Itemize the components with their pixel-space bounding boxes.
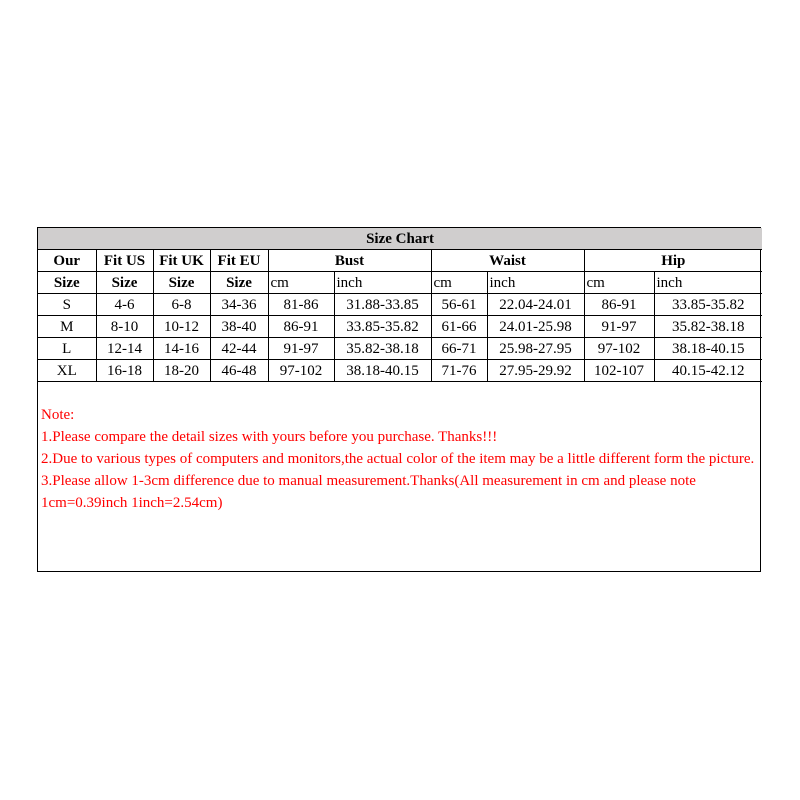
cell-hip-cm: 102-107 bbox=[584, 360, 654, 382]
cell-hip-cm: 97-102 bbox=[584, 338, 654, 360]
cell-bust-inch: 38.18-40.15 bbox=[334, 360, 431, 382]
cell-hip-cm: 86-91 bbox=[584, 294, 654, 316]
cell-size: S bbox=[38, 294, 96, 316]
cell-hip-cm: 91-97 bbox=[584, 316, 654, 338]
cell-waist-inch: 24.01-25.98 bbox=[487, 316, 584, 338]
cell-bust-inch: 35.82-38.18 bbox=[334, 338, 431, 360]
cell-size: L bbox=[38, 338, 96, 360]
cell-hip-inch: 40.15-42.12 bbox=[654, 360, 762, 382]
header-fit-us: Fit US bbox=[96, 250, 153, 272]
size-table bbox=[38, 228, 762, 382]
cell-bust-inch: 31.88-33.85 bbox=[334, 294, 431, 316]
note-2: 2.Due to various types of computers and monitors,the actual color of the item may be a little different form the picture. bbox=[41, 451, 755, 467]
cell-hip-inch: 35.82-38.18 bbox=[654, 316, 762, 338]
cell-size: M bbox=[38, 316, 96, 338]
table-row bbox=[38, 338, 762, 360]
header-fit-eu: Fit EU bbox=[210, 250, 268, 272]
cell-bust-cm: 86-91 bbox=[268, 316, 334, 338]
cell-uk: 6-8 bbox=[153, 294, 210, 316]
notes-section bbox=[38, 382, 760, 514]
cell-hip-inch: 38.18-40.15 bbox=[654, 338, 762, 360]
header-waist-cm: cm bbox=[431, 272, 487, 294]
cell-eu: 42-44 bbox=[210, 338, 268, 360]
note-1: 1.Please compare the detail sizes with yours before you purchase. Thanks!!! bbox=[41, 429, 498, 445]
header-bust: Bust bbox=[268, 250, 431, 272]
cell-bust-inch: 33.85-35.82 bbox=[334, 316, 431, 338]
cell-eu: 38-40 bbox=[210, 316, 268, 338]
chart-title: Size Chart bbox=[38, 228, 762, 250]
header-bust-inch: inch bbox=[334, 272, 431, 294]
cell-waist-inch: 22.04-24.01 bbox=[487, 294, 584, 316]
cell-bust-cm: 81-86 bbox=[268, 294, 334, 316]
cell-waist-cm: 71-76 bbox=[431, 360, 487, 382]
note-heading: Note: bbox=[41, 407, 75, 423]
cell-uk: 18-20 bbox=[153, 360, 210, 382]
header-fit-uk-2: Size bbox=[153, 272, 210, 294]
cell-waist-cm: 61-66 bbox=[431, 316, 487, 338]
cell-uk: 14-16 bbox=[153, 338, 210, 360]
header-hip-cm: cm bbox=[584, 272, 654, 294]
cell-uk: 10-12 bbox=[153, 316, 210, 338]
header-our-size-2: Size bbox=[38, 272, 96, 294]
cell-waist-inch: 27.95-29.92 bbox=[487, 360, 584, 382]
cell-eu: 46-48 bbox=[210, 360, 268, 382]
header-bust-cm: cm bbox=[268, 272, 334, 294]
cell-waist-cm: 56-61 bbox=[431, 294, 487, 316]
header-fit-uk: Fit UK bbox=[153, 250, 210, 272]
cell-bust-cm: 91-97 bbox=[268, 338, 334, 360]
cell-us: 12-14 bbox=[96, 338, 153, 360]
header-fit-us-2: Size bbox=[96, 272, 153, 294]
note-3: 3.Please allow 1-3cm difference due to manual measurement.Thanks(All measurement in cm and please note 1cm=0.39inch 1inch=2.54cm) bbox=[41, 473, 696, 511]
cell-hip-inch: 33.85-35.82 bbox=[654, 294, 762, 316]
header-hip: Hip bbox=[584, 250, 762, 272]
header-waist-inch: inch bbox=[487, 272, 584, 294]
header-fit-eu-2: Size bbox=[210, 272, 268, 294]
table-row bbox=[38, 316, 762, 338]
header-our-size: Our bbox=[38, 250, 96, 272]
cell-waist-inch: 25.98-27.95 bbox=[487, 338, 584, 360]
cell-us: 4-6 bbox=[96, 294, 153, 316]
table-row bbox=[38, 294, 762, 316]
cell-waist-cm: 66-71 bbox=[431, 338, 487, 360]
cell-bust-cm: 97-102 bbox=[268, 360, 334, 382]
cell-us: 8-10 bbox=[96, 316, 153, 338]
size-chart bbox=[37, 227, 761, 572]
cell-us: 16-18 bbox=[96, 360, 153, 382]
header-waist: Waist bbox=[431, 250, 584, 272]
cell-eu: 34-36 bbox=[210, 294, 268, 316]
table-row bbox=[38, 360, 762, 382]
cell-size: XL bbox=[38, 360, 96, 382]
header-hip-inch: inch bbox=[654, 272, 762, 294]
